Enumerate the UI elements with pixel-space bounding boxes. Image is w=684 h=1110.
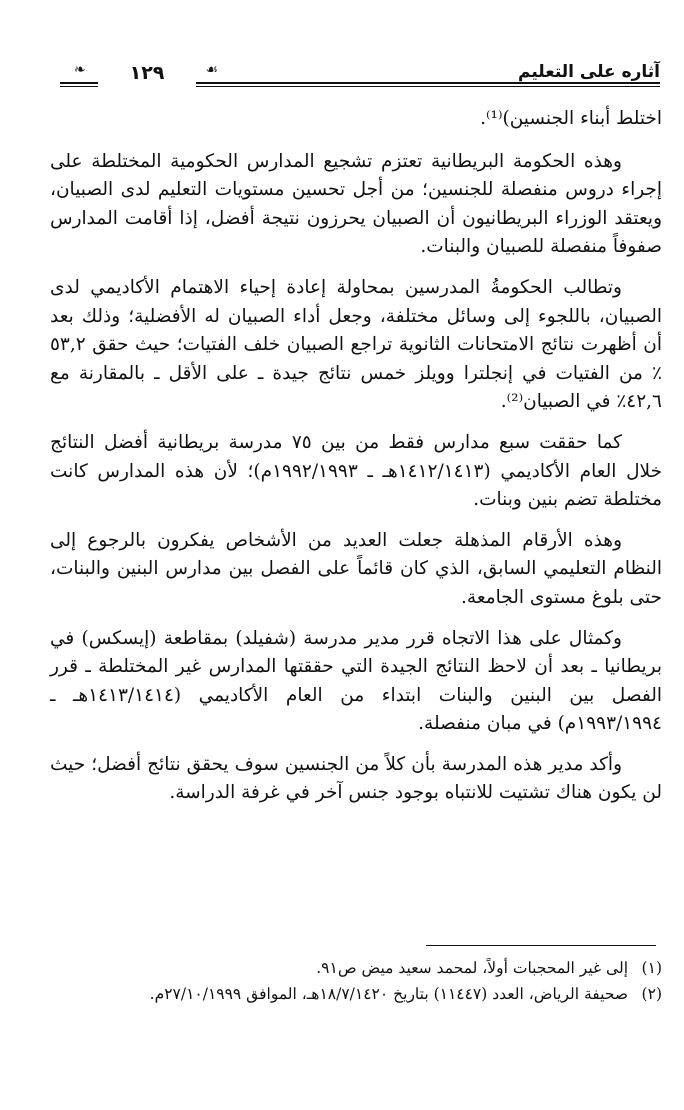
- page-header: [60, 52, 660, 100]
- paragraph: وكمثال على هذا الاتجاه قرر مدير مدرسة (شفيلد) بمقاطعة (إيسكس) في بريطانيا ـ بعد أن لاحظ النتائج الجيدة التي حققتها المدارس غير المختلطة ـ قرر الفصل بين البنين والبنات ابتداء من العام الأكاديمي (١٤١٣/١٤١٤هـ ـ ١٩٩٣/١٩٩٤م) في مبان منفصلة.: [50, 627, 662, 735]
- footnote: [50, 981, 662, 1007]
- running-title: آثاره على التعليم: [518, 62, 660, 82]
- paragraph: وهذه الحكومة البريطانية تعتزم تشجيع المدارس الحكومية المختلطة على إجراء دروس منفصلة للجنسين؛ من أجل تحسين مستويات التعليم لدى الصبيان، ويعتقد الوزراء البريطانيون أن الصبيان يحرزون نتيجة أفضل، إذا أقامت المدارس صفوفاً منفصلة للصبيان والبنات.: [50, 150, 662, 258]
- footnote-number: (١): [641, 959, 662, 977]
- page-number: ١٢٩: [129, 62, 165, 84]
- footnote-text: صحيفة الرياض، العدد (١١٤٤٧) بتاريخ ١٨/٧/١٤٢٠هـ، الموافق ٢٧/١٠/١٩٩٩م.: [149, 985, 628, 1003]
- paragraph: اختلط أبناء الجنسين)⁽¹⁾.: [480, 108, 662, 129]
- paragraph: وأكد مدير هذه المدرسة بأن كلاً من الجنسين سوف يحقق نتائج أفضل؛ حيث لن يكون هناك تشتيت للانتباه بوجود جنس آخر في غرفة الدراسة.: [50, 753, 662, 804]
- paragraph: وهذه الأرقام المذهلة جعلت العديد من الأشخاص يفكرون بالرجوع إلى النظام التعليمي السابق، الذي كان قائماً على الفصل بين مدارس البنين والبنات، حتى بلوغ مستوى الجامعة.: [50, 529, 662, 608]
- footnote-number: (٢): [641, 985, 662, 1003]
- footnote-separator: [426, 945, 656, 946]
- footnote: [50, 955, 662, 981]
- main-text: [50, 105, 662, 820]
- page-number-frame: [74, 54, 218, 94]
- leaf-ornament-icon: ☙: [205, 62, 218, 78]
- paragraph: وتطالب الحكومةُ المدرسين بمحاولة إعادة إحياء الاهتمام الأكاديمي لدى الصبيان، باللجوء إلى وسائل مختلفة، وجعل أداء الصبيان له الأفضلية؛ وذلك بعد أن أظهرت نتائج الامتحانات الثانوية تراجع الصبيان خلف الفتيات؛ حيث حقق ٥٣,٢ ٪ من الفتيات في إنجلترا وويلز خمس نتائج جيدة ـ على الأقل ـ بالمقارنة مع ٤٢,٦٪ في الصبيان⁽²⁾.: [50, 276, 662, 413]
- paragraph: كما حققت سبع مدارس فقط من بين ٧٥ مدرسة بريطانية أفضل النتائج خلال العام الأكاديمي (١٤١٢/١٤١٣هـ ـ ١٩٩٢/١٩٩٣م)؛ لأن هذه المدارس كانت مختلطة تضم بنين وبنات.: [50, 431, 663, 511]
- footnotes: [50, 955, 662, 1007]
- footnote-text: إلى غير المحجبات أولاً، لمحمد سعيد ميض ص٩١.: [316, 959, 628, 977]
- leaf-ornament-icon: ❧: [74, 62, 86, 78]
